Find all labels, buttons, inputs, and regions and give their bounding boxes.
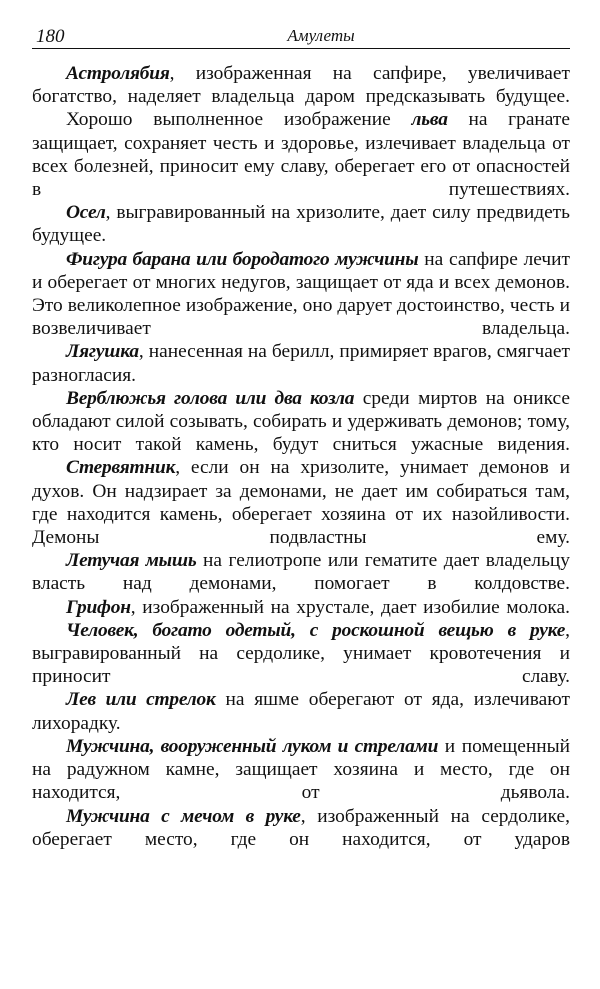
amulet-term: Лев или стрелок xyxy=(66,689,216,711)
paragraph-text: , выгравированный на хризолите, дает силу предвидеть будущее. xyxy=(32,202,570,247)
amulet-term: Грифон xyxy=(66,596,131,618)
paragraph-text: среди миртов на ониксе обладают силой созывать, собирать и удерживать демонов; тому, кто носит такой камень, будут сниться ужасные видения. xyxy=(32,387,570,456)
paragraph-text: , изображенная на сапфире, увеличивает богатство, наделяет владельца даром предсказывать будущее. xyxy=(32,63,570,108)
paragraph xyxy=(32,201,570,247)
paragraph xyxy=(32,596,570,619)
paragraph xyxy=(32,387,570,457)
paragraph xyxy=(32,340,570,386)
paragraph-text: на сапфире лечит и оберегает от многих недугов, защищает от яда и всех демонов. Это великолепное изображение, оно дарует достоинство, честь и возвеличивает владельца. xyxy=(32,248,570,340)
paragraph xyxy=(32,62,570,108)
amulet-term: Осел xyxy=(66,202,106,224)
paragraph-text: , если он на хризолите, унимает демонов и духов. Он надзирает за демонами, не дает им собираться там, где находится камень, оберегает хозяина от их назойливости. Демоны подвластны ему. xyxy=(32,457,570,549)
paragraph-text: , изображенный на сердолике, оберегает место, где он находится, от ударов xyxy=(32,805,570,850)
paragraph xyxy=(32,456,570,549)
page-header xyxy=(32,24,570,49)
paragraph xyxy=(32,688,570,734)
running-title: Амулеты xyxy=(287,26,355,45)
amulet-term: Стервятник xyxy=(66,457,176,479)
paragraph xyxy=(32,248,570,341)
amulet-term: Фигура барана или бородатого мужчины xyxy=(66,248,419,270)
paragraph xyxy=(32,108,570,201)
amulet-term: Верблюжья голова или два козла xyxy=(66,387,355,409)
paragraph-text: , изображенный на хрустале, дает изобилие молока. xyxy=(130,596,570,618)
paragraph-text: на гранате защищает, сохраняет честь и здоровье, излечивает владельца от всех болезней, приносит ему славу, оберегает его от опасностей в путешествиях. xyxy=(32,109,570,201)
paragraph-text: на гелиотропе или гематите дает владельцу власть над демонами, помогает в колдовстве. xyxy=(32,550,570,595)
paragraph-lead-text: Хорошо выполненное изображение xyxy=(66,109,412,131)
paragraph-text: на яшме оберегают от яда, излечивают лихорадку. xyxy=(32,689,570,734)
paragraph-text: и помещенный на радужном камне, защищает хозяина и место, где он находится, от дьявола. xyxy=(32,735,570,804)
amulet-term: Мужчина с мечом в руке xyxy=(66,805,301,827)
body-text xyxy=(32,62,570,851)
paragraph xyxy=(32,549,570,595)
amulet-term: льва xyxy=(411,109,448,131)
paragraph-text: , выгравированный на сердолике, унимает кровотечения и приносит славу. xyxy=(32,619,570,688)
paragraph xyxy=(32,805,570,851)
paragraph xyxy=(32,619,570,689)
paragraph-text: , нанесенная на берилл, примиряет врагов, смягчает разногласия. xyxy=(32,341,570,386)
amulet-term: Астролябия xyxy=(66,63,170,84)
amulet-term: Мужчина, вооруженный луком и стрелами xyxy=(66,735,439,757)
amulet-term: Лягушка xyxy=(66,341,139,363)
amulet-term: Человек, богато одетый, с роскошной вещью в руке xyxy=(66,619,566,641)
page-number: 180 xyxy=(36,26,65,47)
paragraph xyxy=(32,735,570,805)
amulet-term: Летучая мышь xyxy=(66,550,197,572)
